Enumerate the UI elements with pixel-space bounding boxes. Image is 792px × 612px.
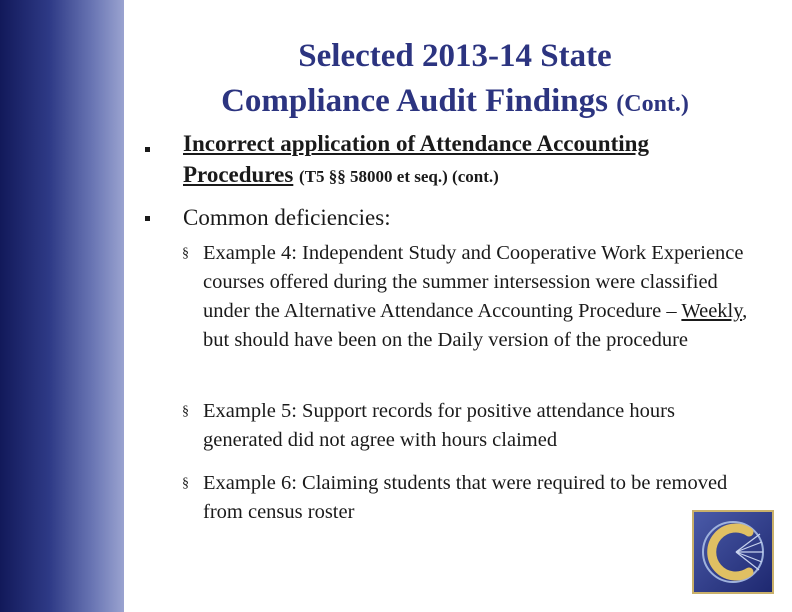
title-suffix: (Cont.)	[616, 91, 689, 117]
example-6-marker: §	[182, 476, 189, 491]
example-4-post: , but should have been on the Daily version of the procedure	[203, 300, 748, 351]
example-4-text	[182, 239, 757, 355]
logo-rays	[736, 534, 763, 570]
title-line-2: Compliance Audit Findings	[221, 83, 609, 119]
example-5-text: Example 5: Support records for positive attendance hours generated did not agree with hours claimed	[203, 400, 675, 451]
example-4	[182, 239, 757, 355]
example-4-pre: Example 4: Independent Study and Cooperative Work Experience courses offered during the summer intersession were classified under the Alternative Attendance Accounting Procedure –	[203, 242, 744, 322]
bullet-marker-1	[145, 147, 150, 152]
bullet-marker-2	[145, 216, 150, 221]
example-4-emphasis: Weekly	[681, 300, 743, 322]
title-line-1: Selected 2013-14 State	[298, 38, 612, 74]
bullet-incorrect-application	[183, 128, 743, 192]
bullet-1-line-2: Procedures	[183, 162, 294, 187]
logo-graphic	[694, 512, 772, 592]
bullet-1-line-1: Incorrect application of Attendance Accounting	[183, 131, 649, 156]
california-community-colleges-logo-icon	[692, 510, 774, 594]
slide-title	[150, 34, 760, 127]
bullet-common-deficiencies: Common deficiencies:	[183, 205, 391, 230]
example-6-text: Example 6: Claiming students that were required to be removed from census roster	[203, 472, 728, 523]
example-5	[182, 397, 757, 455]
bullet-1-citation: (T5 §§ 58000 et seq.) (cont.)	[299, 167, 499, 186]
example-6	[182, 469, 757, 527]
example-4-marker: §	[182, 246, 189, 261]
left-sidebar-band	[0, 0, 124, 612]
example-5-marker: §	[182, 404, 189, 419]
